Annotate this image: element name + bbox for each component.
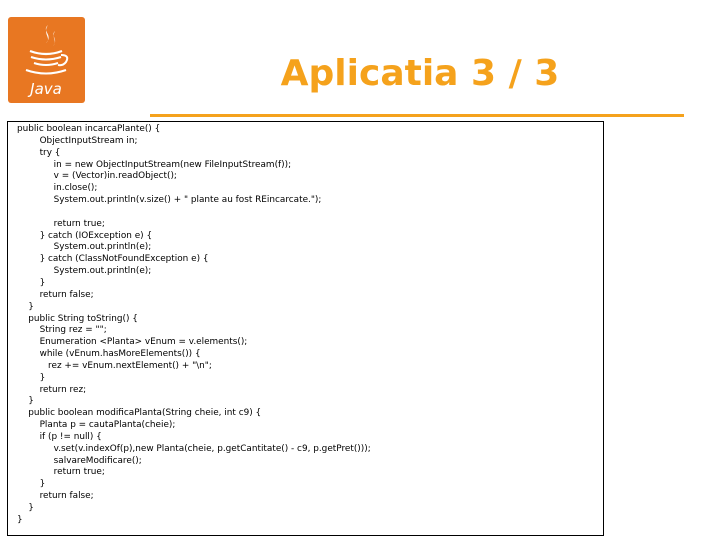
code-listing: [17, 124, 371, 527]
code-line: v = (Vector)in.readObject();: [17, 171, 177, 182]
code-line: public boolean modificaPlanta(String cheie, int c9) {: [17, 408, 262, 419]
code-line: return true;: [17, 467, 105, 478]
code-line: rez += vEnum.nextElement() + "\n";: [17, 360, 212, 371]
code-line: }: [17, 479, 46, 490]
code-line: System.out.println(e);: [17, 266, 152, 277]
code-line: ObjectInputStream in;: [17, 135, 138, 146]
code-line: System.out.println(v.size() + " plante au fost REincarcate.");: [17, 195, 322, 206]
code-line: [17, 207, 371, 219]
code-line: } catch (IOException e) {: [17, 230, 153, 241]
code-line: if (p != null) {: [17, 431, 102, 442]
logo-wordmark: Java: [30, 80, 62, 98]
code-listing-box: [7, 121, 604, 536]
code-line: } catch (ClassNotFoundException e) {: [17, 254, 209, 265]
code-line: }: [17, 514, 23, 525]
code-line: Enumeration <Planta> vEnum = v.elements();: [17, 337, 248, 348]
slide-title: Aplicatia 3 / 3: [280, 53, 560, 94]
code-line: }: [17, 301, 34, 312]
code-line: in = new ObjectInputStream(new FileInputStream(f));: [17, 159, 292, 170]
code-line: public boolean incarcaPlante() {: [17, 124, 161, 134]
code-line: return true;: [17, 218, 105, 229]
code-line: while (vEnum.hasMoreElements()) {: [17, 349, 201, 360]
code-line: return false;: [17, 491, 94, 502]
code-line: }: [17, 277, 46, 288]
java-logo: [8, 17, 85, 103]
code-line: Planta p = cautaPlanta(cheie);: [17, 420, 176, 431]
code-line: v.set(v.indexOf(p),new Planta(cheie, p.getCantitate() - c9, p.getPret()));: [17, 443, 371, 454]
code-line: String rez = "";: [17, 325, 107, 336]
code-line: }: [17, 503, 34, 513]
title-divider: [150, 114, 684, 117]
code-line: }: [17, 396, 34, 407]
code-line: return false;: [17, 289, 94, 300]
code-line: in.close();: [17, 183, 98, 194]
code-line: try {: [17, 147, 61, 158]
code-line: }: [17, 372, 46, 383]
java-coffee-cup-icon: [8, 17, 85, 103]
code-line: salvareModificare();: [17, 455, 142, 466]
code-line: public String toString() {: [17, 313, 138, 324]
code-line: return rez;: [17, 384, 87, 395]
code-line: System.out.println(e);: [17, 242, 152, 253]
